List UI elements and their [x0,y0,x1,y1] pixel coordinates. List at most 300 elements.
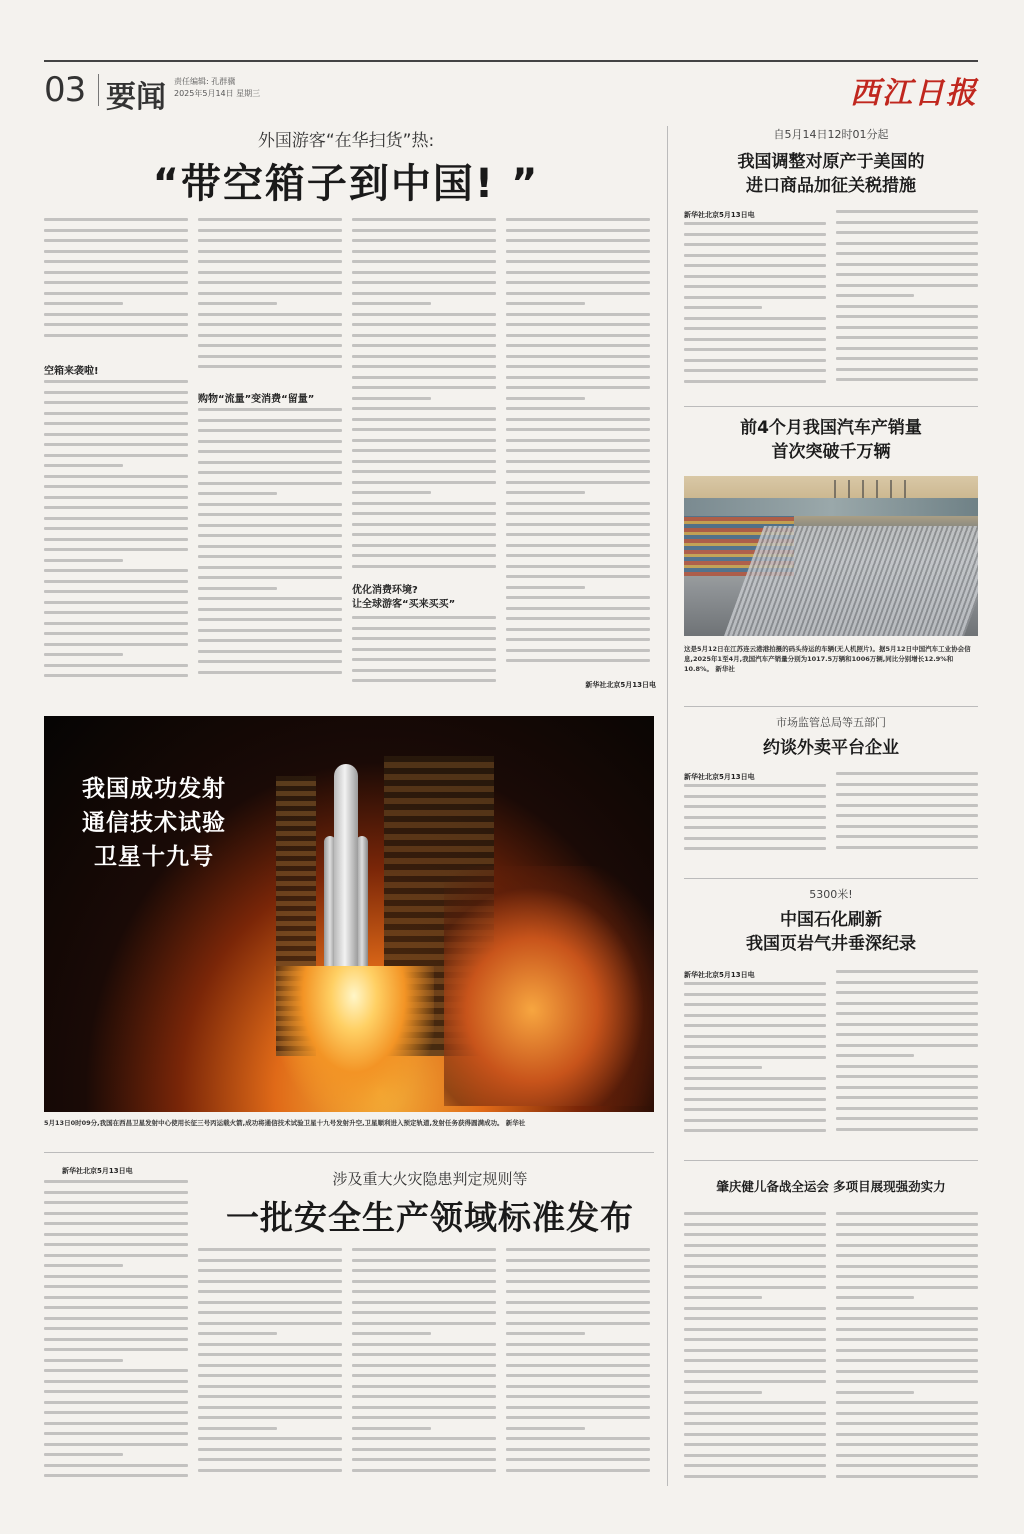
text-line [684,1233,826,1236]
text-line [352,627,496,630]
text-line [506,596,650,599]
divider [684,878,978,879]
text-line [836,981,978,984]
text-line [352,1248,496,1251]
text-line [506,512,650,515]
text-line [198,639,342,642]
text-line [836,1212,978,1215]
text-line [684,222,826,225]
main-story-col-1 [44,218,188,348]
text-line [44,674,188,677]
text-line [836,1380,978,1383]
text-line [836,294,914,297]
text-line [684,1098,826,1101]
text-line [836,1233,978,1236]
text-line [198,503,342,506]
text-line [44,1464,188,1467]
text-line [684,1035,826,1038]
text-line [198,1395,342,1398]
text-line [684,1014,826,1017]
text-line [198,1406,342,1409]
text-line [506,271,650,274]
text-line [352,1385,496,1388]
text-line [44,1201,188,1204]
text-line [352,1406,496,1409]
text-line [352,544,496,547]
text-line [44,443,188,446]
text-line [506,1269,650,1272]
text-line [836,378,978,381]
text-line [44,1243,188,1246]
text-line [684,1422,826,1425]
delivery-col-2 [836,772,978,864]
text-line [44,464,123,467]
text-line [684,1066,762,1069]
page-number: 03 [44,70,86,110]
text-line [198,513,342,516]
text-line [506,460,650,463]
text-line [44,1401,188,1404]
text-line [684,317,826,320]
text-line [352,239,496,242]
text-line [44,664,188,667]
text-line [198,292,342,295]
delivery-byline: 新华社北京5月13日电 [684,773,755,781]
text-line [836,1349,978,1352]
date-line: 2025年5月14日 星期三 [174,89,261,98]
standards-kicker: 涉及重大火灾隐患判定规则等 [332,1170,528,1188]
text-line [506,1364,650,1367]
text-line [684,784,826,787]
main-story-col-2 [198,218,342,378]
text-line [506,1385,650,1388]
delivery-col-1 [684,784,826,864]
text-line [198,492,277,495]
text-line [506,1280,650,1283]
text-line [684,380,826,383]
text-line [836,804,978,807]
tariff-headline: 我国调整对原产于美国的 进口商品加征关税措施 [737,152,925,196]
text-line [44,1306,188,1309]
sports-col-2 [836,1212,978,1486]
shale-headline: 中国石化刷新 我国页岩气井垂深纪录 [746,910,916,954]
text-line [352,229,496,232]
text-line [684,1443,826,1446]
text-line [352,281,496,284]
text-line [198,1448,342,1451]
standards-headline: 一批安全生产领域标准发布 [226,1198,634,1237]
text-line [352,512,496,515]
text-line [352,376,496,379]
text-line [684,816,826,819]
text-line [352,439,496,442]
text-line [198,1416,342,1419]
text-line [352,1322,496,1325]
divider [44,1152,654,1153]
text-line [44,1222,188,1225]
text-line [198,608,342,611]
text-line [198,524,342,527]
text-line [44,218,188,221]
text-line [44,422,188,425]
text-line [352,1280,496,1283]
text-line [44,1453,123,1456]
text-line [198,1311,342,1314]
main-story-subhead-2: 购物“流量”变消费“留量” [198,394,315,405]
text-line [352,648,496,651]
text-line [506,302,585,305]
text-line [684,1317,826,1320]
text-line [352,1437,496,1440]
text-line [352,1469,496,1472]
text-line [198,1353,342,1356]
main-story-kicker: 外国游客“在华扫货”热: [257,131,435,151]
text-line [44,1180,188,1183]
text-line [836,1223,978,1226]
text-line [684,359,826,362]
text-line [352,260,496,263]
sports-headline: 肇庆健儿备战全运会 多项目展现强劲实力 [716,1179,946,1194]
delivery-kicker: 市场监管总局等五部门 [776,716,886,729]
text-line [836,1254,978,1257]
text-line [44,611,188,614]
text-line [684,327,826,330]
main-story-col-1b [44,380,188,690]
text-line [352,407,496,410]
text-line [44,302,123,305]
text-line [684,826,826,829]
shale-byline: 新华社北京5月13日电 [684,971,755,979]
text-line [836,1075,978,1078]
text-line [506,1290,650,1293]
text-line [684,1475,826,1478]
text-line [44,1254,188,1257]
text-line [198,1269,342,1272]
text-line [198,566,342,569]
page-meta [174,76,260,100]
divider [684,406,978,407]
text-line [198,545,342,548]
main-story-subhead-1: 空箱来袭啦! [44,366,99,377]
text-line [198,250,342,253]
tariff-col-2 [836,210,978,392]
text-line [198,1458,342,1461]
port-photo-caption: 这是5月12日在江苏连云港港拍摄的码头待运的车辆(无人机照片)。据5月12日中国汽车工业协会信息,2025年1至4月,我国汽车产销量分别为1017.5万辆和1006万辆,同比分别增长12.9%和10.8%。 新华社 [684,645,971,673]
text-line [506,323,650,326]
text-line [44,250,188,253]
text-line [836,242,978,245]
text-line [506,407,650,410]
text-line [44,1432,188,1435]
text-line [44,454,188,457]
text-line [44,653,123,656]
text-line [44,1348,188,1351]
text-line [506,397,585,400]
sports-col-1 [684,1212,826,1486]
text-line [684,1119,826,1122]
text-line [44,1443,188,1446]
text-line [684,348,826,351]
text-line [352,292,496,295]
text-line [198,471,342,474]
text-line [684,837,826,840]
text-line [836,1002,978,1005]
standards-col-1 [44,1180,188,1486]
text-line [836,263,978,266]
text-line [506,1458,650,1461]
text-line [684,1412,826,1415]
text-line [836,970,978,973]
text-line [44,1390,188,1393]
column-divider [667,126,668,1486]
text-line [44,1317,188,1320]
text-line [506,250,650,253]
text-line [198,629,342,632]
divider [684,706,978,707]
text-line [506,1427,585,1430]
text-line [684,1286,826,1289]
text-line [198,313,342,316]
text-line [44,559,123,562]
text-line [836,1338,978,1341]
text-line [836,835,978,838]
text-line [506,1259,650,1262]
text-line [836,1096,978,1099]
text-line [836,305,978,308]
rocket-photo-title [74,772,234,874]
text-line [506,1248,650,1251]
text-line [836,1401,978,1404]
text-line [44,601,188,604]
text-line [506,344,650,347]
text-line [684,1254,826,1257]
text-line [44,391,188,394]
text-line [352,428,496,431]
text-line [44,569,188,572]
text-line [836,1128,978,1131]
text-line [684,233,826,236]
text-line [506,449,650,452]
text-line [352,323,496,326]
text-line [506,1416,650,1419]
text-line [684,1275,826,1278]
text-line [352,565,496,568]
port-photo [684,476,978,636]
text-line [352,554,496,557]
text-line [44,433,188,436]
delivery-story [684,714,978,760]
text-line [684,338,826,341]
text-line [684,369,826,372]
text-line [684,306,762,309]
text-line [352,1448,496,1451]
text-line [198,1301,342,1304]
text-line [506,313,650,316]
text-line [352,1343,496,1346]
text-line [506,638,650,641]
text-line [352,491,431,494]
text-line [836,1275,978,1278]
text-line [836,1265,978,1268]
text-line [44,1233,188,1236]
text-line [836,1422,978,1425]
text-line [198,1427,277,1430]
text-line [684,1077,826,1080]
text-line [352,365,496,368]
text-line [836,1107,978,1110]
auto-headline: 前4个月我国汽车产销量 首次突破千万辆 [740,418,922,462]
text-line [836,231,978,234]
text-line [44,271,188,274]
text-line [44,334,188,337]
text-line [836,1033,978,1036]
text-line [684,1349,826,1352]
shale-kicker: 5300米! [809,888,853,901]
text-line [198,660,342,663]
text-line [506,1343,650,1346]
text-line [684,243,826,246]
text-line [506,1374,650,1377]
rocket-title-line-3: 卫星十九号 [94,844,214,870]
text-line [352,616,496,619]
text-line [352,502,496,505]
text-line [352,1269,496,1272]
text-line [44,412,188,415]
text-line [198,440,342,443]
text-line [352,669,496,672]
text-line [684,1454,826,1457]
text-line [836,273,978,276]
text-line [352,1353,496,1356]
text-line [352,658,496,661]
text-line [44,590,188,593]
text-line [352,460,496,463]
text-line [506,292,650,295]
text-line [506,1322,650,1325]
text-line [352,679,496,682]
text-line [506,554,650,557]
text-line [198,1280,342,1283]
text-line [684,285,826,288]
text-line [506,586,585,589]
text-line [836,1370,978,1373]
text-line [836,772,978,775]
text-line [836,1065,978,1068]
section-divider [98,74,99,106]
divider [684,1160,978,1161]
text-line [836,814,978,817]
text-line [506,334,650,337]
text-line [44,475,188,478]
text-line [506,239,650,242]
text-line [352,355,496,358]
text-line [506,281,650,284]
text-line [684,1370,826,1373]
text-line [44,1359,123,1362]
text-line [506,533,650,536]
text-line [352,1416,496,1419]
text-line [836,1244,978,1247]
text-line [836,1464,978,1467]
text-line [44,229,188,232]
text-line [684,1338,826,1341]
text-line [352,1290,496,1293]
text-line [836,210,978,213]
text-line [198,365,342,368]
text-line [506,544,650,547]
text-line [44,506,188,509]
text-line [198,597,342,600]
text-line [352,523,496,526]
newspaper-logo: 西江日报 [850,76,978,111]
text-line [506,1301,650,1304]
text-line [836,1012,978,1015]
text-line [836,793,978,796]
text-line [506,1406,650,1409]
text-line [506,491,585,494]
text-line [836,1454,978,1457]
text-line [198,355,342,358]
rocket-title-line-2: 通信技术试验 [82,810,226,836]
text-line [44,538,188,541]
text-line [684,1129,826,1132]
text-line [836,1044,978,1047]
text-line [836,315,978,318]
text-line [506,355,650,358]
text-line [836,1286,978,1289]
text-line [198,281,342,284]
text-line [352,1458,496,1461]
text-line [352,470,496,473]
text-line [44,239,188,242]
main-story-col-2b [198,408,342,690]
text-line [506,628,650,631]
text-line [44,580,188,583]
text-line [684,1265,826,1268]
text-line [836,991,978,994]
text-line [44,1191,188,1194]
smoke-plume-shape [444,866,654,1106]
text-line [198,1437,342,1440]
text-line [836,1054,914,1057]
text-line [352,481,496,484]
text-line [684,264,826,267]
text-line [684,1003,826,1006]
text-line [684,805,826,808]
text-line [352,1332,431,1335]
text-line [506,428,650,431]
text-line [684,1024,826,1027]
text-line [684,1433,826,1436]
text-line [44,260,188,263]
main-story-col-4 [506,218,650,676]
text-line [836,1117,978,1120]
parked-cars-shapes [724,526,978,636]
text-line [198,1343,342,1346]
text-line [684,1223,826,1226]
text-line [352,271,496,274]
text-line [352,1259,496,1262]
text-line [198,1385,342,1388]
text-line [198,1364,342,1367]
text-line [506,481,650,484]
text-line [506,1332,585,1335]
text-line [198,450,342,453]
text-line [44,548,188,551]
rocket-shape [334,764,358,994]
text-line [684,1296,762,1299]
text-line [836,1317,978,1320]
